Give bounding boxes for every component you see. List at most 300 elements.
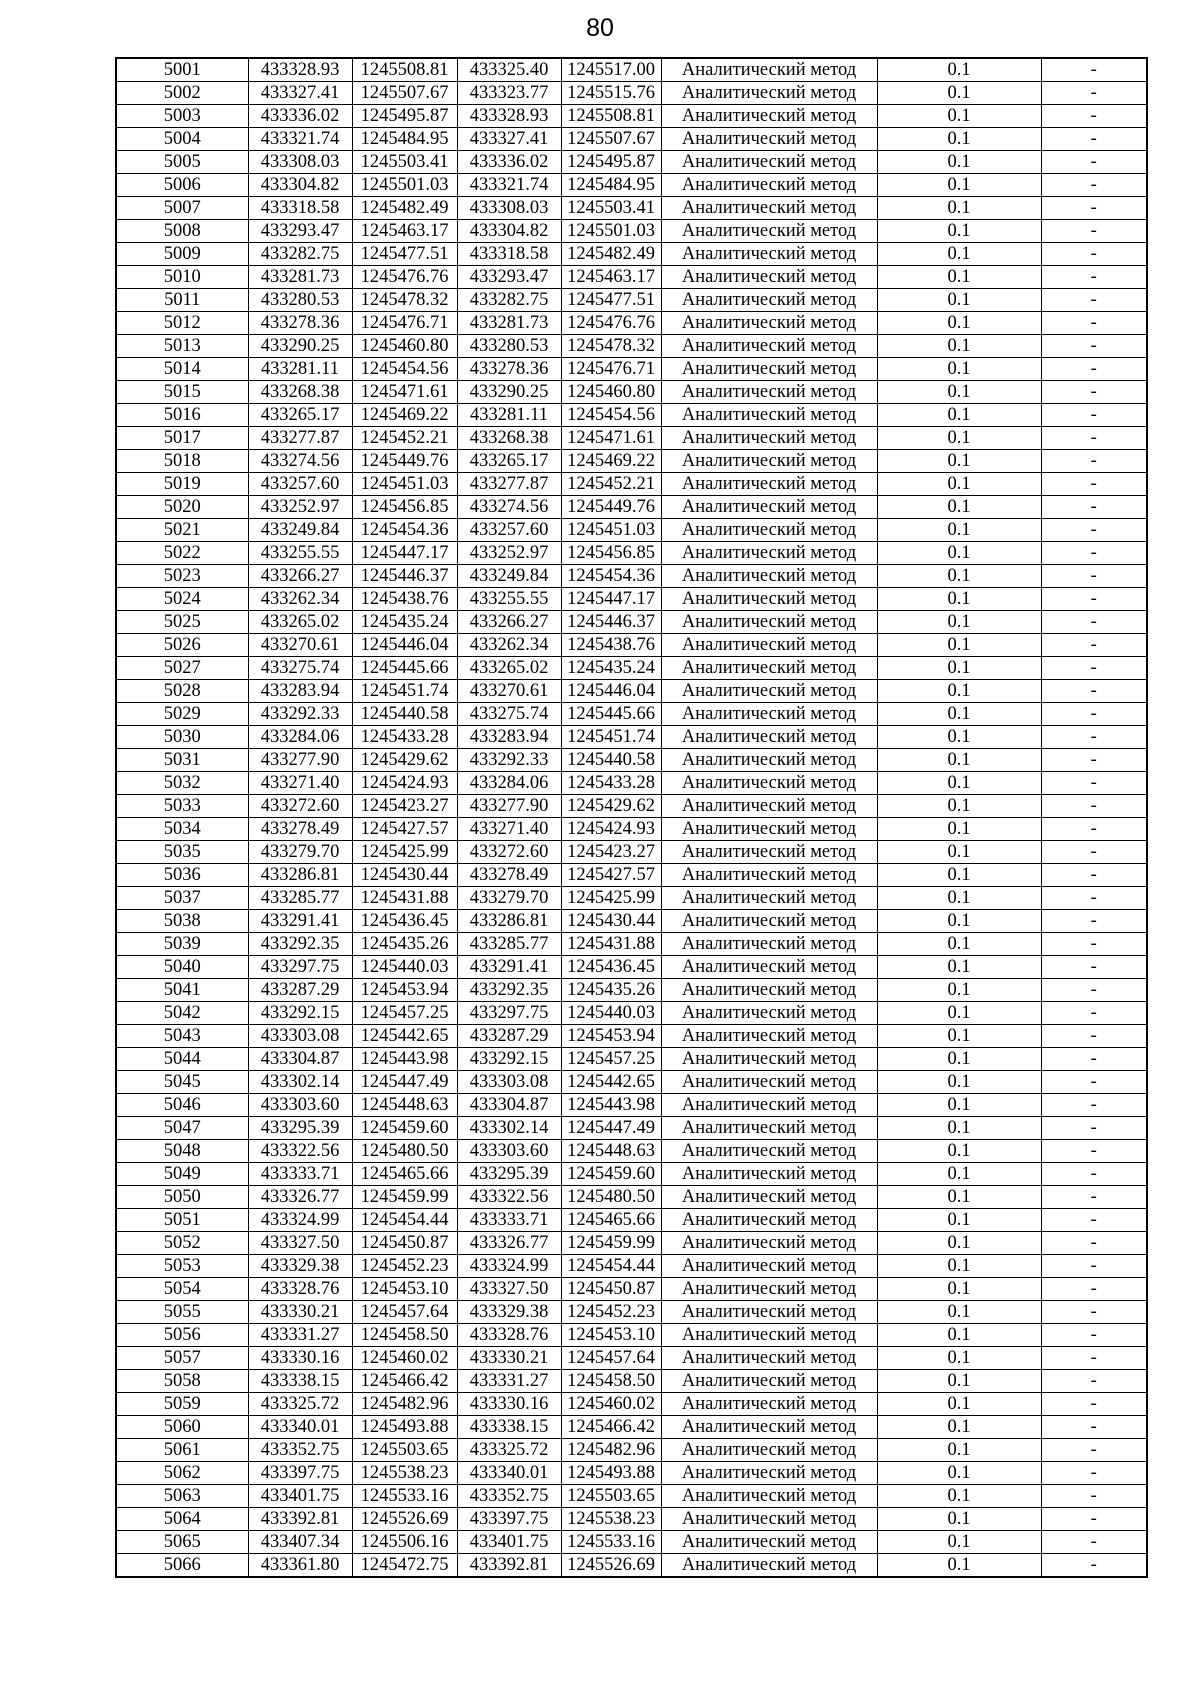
table-row	[116, 1002, 1147, 1025]
method-cell: Аналитический метод	[661, 450, 877, 473]
prev-x-cell: 433292.35	[457, 979, 561, 1002]
method-cell: Аналитический метод	[661, 910, 877, 933]
table-row	[116, 243, 1147, 266]
prev-y-cell: 1245515.76	[561, 82, 661, 105]
table-row	[116, 1485, 1147, 1508]
note-cell: -	[1041, 818, 1147, 841]
method-cell: Аналитический метод	[661, 887, 877, 910]
table-row	[116, 1048, 1147, 1071]
x-cell: 433304.82	[248, 174, 352, 197]
prev-y-cell: 1245456.85	[561, 542, 661, 565]
y-cell: 1245484.95	[352, 128, 457, 151]
x-cell: 433303.08	[248, 1025, 352, 1048]
note-cell: -	[1041, 910, 1147, 933]
x-cell: 433297.75	[248, 956, 352, 979]
prev-y-cell: 1245476.71	[561, 358, 661, 381]
table-row	[116, 887, 1147, 910]
point-number-cell: 5023	[116, 565, 248, 588]
x-cell: 433302.14	[248, 1071, 352, 1094]
method-cell: Аналитический метод	[661, 956, 877, 979]
prev-y-cell: 1245501.03	[561, 220, 661, 243]
point-number-cell: 5009	[116, 243, 248, 266]
method-cell: Аналитический метод	[661, 1485, 877, 1508]
table-row	[116, 1554, 1147, 1578]
point-number-cell: 5031	[116, 749, 248, 772]
y-cell: 1245445.66	[352, 657, 457, 680]
table-row	[116, 289, 1147, 312]
note-cell: -	[1041, 1186, 1147, 1209]
point-number-cell: 5018	[116, 450, 248, 473]
table-row	[116, 910, 1147, 933]
x-cell: 433352.75	[248, 1439, 352, 1462]
method-cell: Аналитический метод	[661, 841, 877, 864]
prev-x-cell: 433291.41	[457, 956, 561, 979]
note-cell: -	[1041, 197, 1147, 220]
accuracy-cell: 0.1	[877, 1163, 1041, 1186]
method-cell: Аналитический метод	[661, 979, 877, 1002]
prev-y-cell: 1245466.42	[561, 1416, 661, 1439]
method-cell: Аналитический метод	[661, 427, 877, 450]
method-cell: Аналитический метод	[661, 1117, 877, 1140]
table-row	[116, 220, 1147, 243]
method-cell: Аналитический метод	[661, 1186, 877, 1209]
prev-x-cell: 433292.15	[457, 1048, 561, 1071]
note-cell: -	[1041, 841, 1147, 864]
table-row	[116, 956, 1147, 979]
x-cell: 433284.06	[248, 726, 352, 749]
method-cell: Аналитический метод	[661, 312, 877, 335]
x-cell: 433327.50	[248, 1232, 352, 1255]
y-cell: 1245425.99	[352, 841, 457, 864]
prev-y-cell: 1245482.49	[561, 243, 661, 266]
accuracy-cell: 0.1	[877, 358, 1041, 381]
prev-y-cell: 1245533.16	[561, 1531, 661, 1554]
point-number-cell: 5014	[116, 358, 248, 381]
accuracy-cell: 0.1	[877, 1416, 1041, 1439]
note-cell: -	[1041, 795, 1147, 818]
prev-y-cell: 1245451.03	[561, 519, 661, 542]
prev-x-cell: 433295.39	[457, 1163, 561, 1186]
point-number-cell: 5024	[116, 588, 248, 611]
prev-y-cell: 1245493.88	[561, 1462, 661, 1485]
point-number-cell: 5003	[116, 105, 248, 128]
note-cell: -	[1041, 58, 1147, 82]
prev-x-cell: 433330.21	[457, 1347, 561, 1370]
prev-x-cell: 433327.41	[457, 128, 561, 151]
table-row	[116, 1531, 1147, 1554]
accuracy-cell: 0.1	[877, 795, 1041, 818]
prev-y-cell: 1245469.22	[561, 450, 661, 473]
x-cell: 433340.01	[248, 1416, 352, 1439]
prev-y-cell: 1245457.25	[561, 1048, 661, 1071]
y-cell: 1245495.87	[352, 105, 457, 128]
y-cell: 1245457.64	[352, 1301, 457, 1324]
prev-x-cell: 433282.75	[457, 289, 561, 312]
prev-x-cell: 433302.14	[457, 1117, 561, 1140]
accuracy-cell: 0.1	[877, 1209, 1041, 1232]
method-cell: Аналитический метод	[661, 1370, 877, 1393]
x-cell: 433262.34	[248, 588, 352, 611]
note-cell: -	[1041, 404, 1147, 427]
prev-x-cell: 433325.72	[457, 1439, 561, 1462]
method-cell: Аналитический метод	[661, 1163, 877, 1186]
y-cell: 1245452.23	[352, 1255, 457, 1278]
point-number-cell: 5013	[116, 335, 248, 358]
y-cell: 1245482.49	[352, 197, 457, 220]
prev-x-cell: 433265.02	[457, 657, 561, 680]
note-cell: -	[1041, 1025, 1147, 1048]
prev-x-cell: 433249.84	[457, 565, 561, 588]
table-row	[116, 1324, 1147, 1347]
table-row	[116, 611, 1147, 634]
point-number-cell: 5057	[116, 1347, 248, 1370]
x-cell: 433249.84	[248, 519, 352, 542]
point-number-cell: 5032	[116, 772, 248, 795]
table-row	[116, 1347, 1147, 1370]
table-row	[116, 703, 1147, 726]
y-cell: 1245457.25	[352, 1002, 457, 1025]
table-row	[116, 1163, 1147, 1186]
point-number-cell: 5058	[116, 1370, 248, 1393]
method-cell: Аналитический метод	[661, 519, 877, 542]
table-row	[116, 496, 1147, 519]
method-cell: Аналитический метод	[661, 496, 877, 519]
table-row	[116, 358, 1147, 381]
x-cell: 433392.81	[248, 1508, 352, 1531]
x-cell: 433255.55	[248, 542, 352, 565]
method-cell: Аналитический метод	[661, 1094, 877, 1117]
point-number-cell: 5051	[116, 1209, 248, 1232]
prev-x-cell: 433252.97	[457, 542, 561, 565]
note-cell: -	[1041, 151, 1147, 174]
point-number-cell: 5066	[116, 1554, 248, 1578]
table-row	[116, 818, 1147, 841]
accuracy-cell: 0.1	[877, 1255, 1041, 1278]
note-cell: -	[1041, 128, 1147, 151]
y-cell: 1245459.99	[352, 1186, 457, 1209]
prev-y-cell: 1245447.49	[561, 1117, 661, 1140]
y-cell: 1245526.69	[352, 1508, 457, 1531]
prev-y-cell: 1245436.45	[561, 956, 661, 979]
prev-x-cell: 433287.29	[457, 1025, 561, 1048]
prev-x-cell: 433401.75	[457, 1531, 561, 1554]
point-number-cell: 5054	[116, 1278, 248, 1301]
method-cell: Аналитический метод	[661, 1347, 877, 1370]
accuracy-cell: 0.1	[877, 496, 1041, 519]
prev-y-cell: 1245459.99	[561, 1232, 661, 1255]
table-row	[116, 427, 1147, 450]
table-row	[116, 58, 1147, 82]
accuracy-cell: 0.1	[877, 887, 1041, 910]
accuracy-cell: 0.1	[877, 1508, 1041, 1531]
accuracy-cell: 0.1	[877, 381, 1041, 404]
method-cell: Аналитический метод	[661, 358, 877, 381]
note-cell: -	[1041, 1416, 1147, 1439]
prev-x-cell: 433277.90	[457, 795, 561, 818]
method-cell: Аналитический метод	[661, 1209, 877, 1232]
prev-y-cell: 1245446.37	[561, 611, 661, 634]
note-cell: -	[1041, 611, 1147, 634]
prev-x-cell: 433329.38	[457, 1301, 561, 1324]
note-cell: -	[1041, 588, 1147, 611]
prev-y-cell: 1245526.69	[561, 1554, 661, 1578]
y-cell: 1245478.32	[352, 289, 457, 312]
point-number-cell: 5004	[116, 128, 248, 151]
method-cell: Аналитический метод	[661, 1416, 877, 1439]
note-cell: -	[1041, 358, 1147, 381]
prev-y-cell: 1245433.28	[561, 772, 661, 795]
prev-x-cell: 433323.77	[457, 82, 561, 105]
y-cell: 1245466.42	[352, 1370, 457, 1393]
accuracy-cell: 0.1	[877, 1117, 1041, 1140]
point-number-cell: 5022	[116, 542, 248, 565]
x-cell: 433292.35	[248, 933, 352, 956]
prev-x-cell: 433338.15	[457, 1416, 561, 1439]
prev-x-cell: 433286.81	[457, 910, 561, 933]
note-cell: -	[1041, 1393, 1147, 1416]
point-number-cell: 5061	[116, 1439, 248, 1462]
note-cell: -	[1041, 1439, 1147, 1462]
accuracy-cell: 0.1	[877, 680, 1041, 703]
table-row	[116, 565, 1147, 588]
table-row	[116, 1370, 1147, 1393]
x-cell: 433292.33	[248, 703, 352, 726]
point-number-cell: 5021	[116, 519, 248, 542]
prev-y-cell: 1245459.60	[561, 1163, 661, 1186]
y-cell: 1245447.17	[352, 542, 457, 565]
table-row	[116, 1071, 1147, 1094]
y-cell: 1245431.88	[352, 887, 457, 910]
table-row	[116, 1117, 1147, 1140]
x-cell: 433407.34	[248, 1531, 352, 1554]
method-cell: Аналитический метод	[661, 1048, 877, 1071]
note-cell: -	[1041, 726, 1147, 749]
prev-x-cell: 433336.02	[457, 151, 561, 174]
accuracy-cell: 0.1	[877, 1186, 1041, 1209]
note-cell: -	[1041, 427, 1147, 450]
point-number-cell: 5045	[116, 1071, 248, 1094]
point-number-cell: 5056	[116, 1324, 248, 1347]
method-cell: Аналитический метод	[661, 174, 877, 197]
note-cell: -	[1041, 1462, 1147, 1485]
prev-y-cell: 1245458.50	[561, 1370, 661, 1393]
prev-y-cell: 1245449.76	[561, 496, 661, 519]
prev-x-cell: 433279.70	[457, 887, 561, 910]
method-cell: Аналитический метод	[661, 703, 877, 726]
y-cell: 1245424.93	[352, 772, 457, 795]
accuracy-cell: 0.1	[877, 749, 1041, 772]
accuracy-cell: 0.1	[877, 1278, 1041, 1301]
accuracy-cell: 0.1	[877, 979, 1041, 1002]
accuracy-cell: 0.1	[877, 1002, 1041, 1025]
x-cell: 433279.70	[248, 841, 352, 864]
y-cell: 1245435.24	[352, 611, 457, 634]
table-row	[116, 1439, 1147, 1462]
table-row	[116, 1393, 1147, 1416]
prev-x-cell: 433293.47	[457, 266, 561, 289]
accuracy-cell: 0.1	[877, 82, 1041, 105]
prev-x-cell: 433318.58	[457, 243, 561, 266]
y-cell: 1245447.49	[352, 1071, 457, 1094]
x-cell: 433268.38	[248, 381, 352, 404]
prev-x-cell: 433328.93	[457, 105, 561, 128]
accuracy-cell: 0.1	[877, 1347, 1041, 1370]
note-cell: -	[1041, 680, 1147, 703]
note-cell: -	[1041, 1370, 1147, 1393]
point-number-cell: 5008	[116, 220, 248, 243]
prev-x-cell: 433304.87	[457, 1094, 561, 1117]
prev-y-cell: 1245463.17	[561, 266, 661, 289]
prev-y-cell: 1245517.00	[561, 58, 661, 82]
method-cell: Аналитический метод	[661, 588, 877, 611]
note-cell: -	[1041, 519, 1147, 542]
point-number-cell: 5053	[116, 1255, 248, 1278]
prev-x-cell: 433275.74	[457, 703, 561, 726]
note-cell: -	[1041, 174, 1147, 197]
table-row	[116, 335, 1147, 358]
point-number-cell: 5019	[116, 473, 248, 496]
y-cell: 1245438.76	[352, 588, 457, 611]
point-number-cell: 5065	[116, 1531, 248, 1554]
note-cell: -	[1041, 956, 1147, 979]
accuracy-cell: 0.1	[877, 726, 1041, 749]
y-cell: 1245446.04	[352, 634, 457, 657]
x-cell: 433281.73	[248, 266, 352, 289]
x-cell: 433330.16	[248, 1347, 352, 1370]
prev-x-cell: 433340.01	[457, 1462, 561, 1485]
y-cell: 1245463.17	[352, 220, 457, 243]
x-cell: 433338.15	[248, 1370, 352, 1393]
y-cell: 1245440.03	[352, 956, 457, 979]
y-cell: 1245454.36	[352, 519, 457, 542]
accuracy-cell: 0.1	[877, 1485, 1041, 1508]
point-number-cell: 5035	[116, 841, 248, 864]
table-row	[116, 795, 1147, 818]
y-cell: 1245476.71	[352, 312, 457, 335]
table-row	[116, 1232, 1147, 1255]
point-number-cell: 5037	[116, 887, 248, 910]
point-number-cell: 5052	[116, 1232, 248, 1255]
method-cell: Аналитический метод	[661, 611, 877, 634]
table-row	[116, 749, 1147, 772]
accuracy-cell: 0.1	[877, 1094, 1041, 1117]
x-cell: 433325.72	[248, 1393, 352, 1416]
note-cell: -	[1041, 1531, 1147, 1554]
prev-x-cell: 433326.77	[457, 1232, 561, 1255]
prev-x-cell: 433290.25	[457, 381, 561, 404]
prev-x-cell: 433352.75	[457, 1485, 561, 1508]
prev-x-cell: 433333.71	[457, 1209, 561, 1232]
x-cell: 433329.38	[248, 1255, 352, 1278]
prev-x-cell: 433257.60	[457, 519, 561, 542]
x-cell: 433292.15	[248, 1002, 352, 1025]
prev-y-cell: 1245438.76	[561, 634, 661, 657]
x-cell: 433281.11	[248, 358, 352, 381]
method-cell: Аналитический метод	[661, 1508, 877, 1531]
prev-y-cell: 1245460.80	[561, 381, 661, 404]
accuracy-cell: 0.1	[877, 1301, 1041, 1324]
note-cell: -	[1041, 1255, 1147, 1278]
table-row	[116, 1462, 1147, 1485]
point-number-cell: 5025	[116, 611, 248, 634]
note-cell: -	[1041, 749, 1147, 772]
prev-y-cell: 1245508.81	[561, 105, 661, 128]
table-row	[116, 151, 1147, 174]
note-cell: -	[1041, 933, 1147, 956]
x-cell: 433331.27	[248, 1324, 352, 1347]
y-cell: 1245493.88	[352, 1416, 457, 1439]
prev-x-cell: 433281.11	[457, 404, 561, 427]
note-cell: -	[1041, 1209, 1147, 1232]
accuracy-cell: 0.1	[877, 611, 1041, 634]
y-cell: 1245477.51	[352, 243, 457, 266]
prev-y-cell: 1245424.93	[561, 818, 661, 841]
y-cell: 1245453.10	[352, 1278, 457, 1301]
y-cell: 1245443.98	[352, 1048, 457, 1071]
method-cell: Аналитический метод	[661, 1393, 877, 1416]
x-cell: 433328.93	[248, 58, 352, 82]
y-cell: 1245508.81	[352, 58, 457, 82]
point-number-cell: 5034	[116, 818, 248, 841]
point-number-cell: 5043	[116, 1025, 248, 1048]
prev-y-cell: 1245478.32	[561, 335, 661, 358]
accuracy-cell: 0.1	[877, 174, 1041, 197]
point-number-cell: 5041	[116, 979, 248, 1002]
method-cell: Аналитический метод	[661, 1531, 877, 1554]
method-cell: Аналитический метод	[661, 542, 877, 565]
note-cell: -	[1041, 979, 1147, 1002]
method-cell: Аналитический метод	[661, 795, 877, 818]
x-cell: 433333.71	[248, 1163, 352, 1186]
prev-x-cell: 433322.56	[457, 1186, 561, 1209]
prev-y-cell: 1245453.94	[561, 1025, 661, 1048]
x-cell: 433308.03	[248, 151, 352, 174]
y-cell: 1245436.45	[352, 910, 457, 933]
accuracy-cell: 0.1	[877, 841, 1041, 864]
prev-y-cell: 1245435.24	[561, 657, 661, 680]
point-number-cell: 5012	[116, 312, 248, 335]
note-cell: -	[1041, 1071, 1147, 1094]
prev-y-cell: 1245427.57	[561, 864, 661, 887]
accuracy-cell: 0.1	[877, 1554, 1041, 1578]
point-number-cell: 5048	[116, 1140, 248, 1163]
accuracy-cell: 0.1	[877, 772, 1041, 795]
table-row	[116, 634, 1147, 657]
y-cell: 1245430.44	[352, 864, 457, 887]
point-number-cell: 5026	[116, 634, 248, 657]
prev-x-cell: 433272.60	[457, 841, 561, 864]
accuracy-cell: 0.1	[877, 588, 1041, 611]
note-cell: -	[1041, 1301, 1147, 1324]
prev-x-cell: 433266.27	[457, 611, 561, 634]
x-cell: 433257.60	[248, 473, 352, 496]
prev-x-cell: 433321.74	[457, 174, 561, 197]
prev-y-cell: 1245484.95	[561, 174, 661, 197]
prev-y-cell: 1245452.23	[561, 1301, 661, 1324]
point-number-cell: 5042	[116, 1002, 248, 1025]
x-cell: 433265.17	[248, 404, 352, 427]
prev-y-cell: 1245477.51	[561, 289, 661, 312]
method-cell: Аналитический метод	[661, 657, 877, 680]
note-cell: -	[1041, 1485, 1147, 1508]
accuracy-cell: 0.1	[877, 1025, 1041, 1048]
prev-y-cell: 1245443.98	[561, 1094, 661, 1117]
method-cell: Аналитический метод	[661, 1255, 877, 1278]
y-cell: 1245533.16	[352, 1485, 457, 1508]
prev-y-cell: 1245453.10	[561, 1324, 661, 1347]
note-cell: -	[1041, 312, 1147, 335]
prev-x-cell: 433328.76	[457, 1324, 561, 1347]
